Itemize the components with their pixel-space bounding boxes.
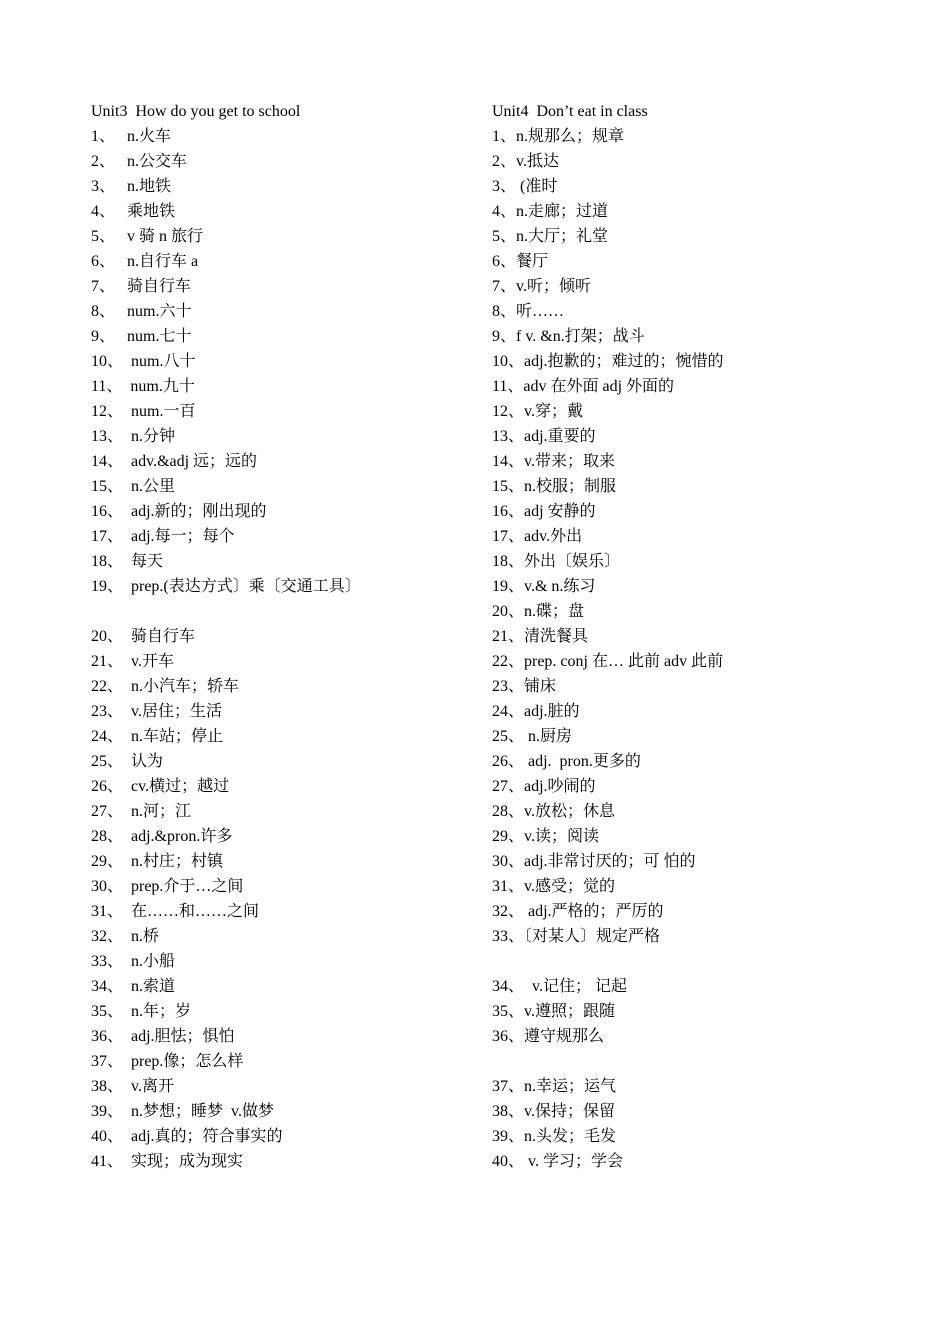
vocabulary-item: 3、 (准时 <box>492 178 558 195</box>
unit4-vocabulary-list <box>492 124 912 1174</box>
vocabulary-item: 4、 乘地铁 <box>91 203 176 220</box>
vocabulary-item: 4、n.走廊；过道 <box>492 203 609 220</box>
vocabulary-item: 1、n.规那么；规章 <box>492 128 625 145</box>
vocabulary-item: 15、n.校服；制服 <box>492 478 617 495</box>
vocabulary-item: 24、adj.脏的 <box>492 703 580 720</box>
vocabulary-item: 12、v.穿；戴 <box>492 403 583 420</box>
vocabulary-item: 30、adj.非常讨厌的；可 怕的 <box>492 853 696 870</box>
vocabulary-item: 20、 骑自行车 <box>91 628 196 645</box>
vocabulary-item: 12、 num.一百 <box>91 403 196 420</box>
vocabulary-item: 35、v.遵照；跟随 <box>492 1003 615 1020</box>
vocabulary-item: 30、 prep.介于…之间 <box>91 878 244 895</box>
vocabulary-item: 31、v.感受；觉的 <box>492 878 615 895</box>
vocabulary-item: 2、 n.公交车 <box>91 153 188 170</box>
vocabulary-item: 28、v.放松；休息 <box>492 803 615 820</box>
vocabulary-item: 26、 cv.横过；越过 <box>91 778 230 795</box>
vocabulary-item <box>492 949 912 974</box>
vocabulary-item: 13、 n.分钟 <box>91 428 176 445</box>
vocabulary-item: 8、 num.六十 <box>91 303 192 320</box>
vocabulary-item: 16、 adj.新的；刚出现的 <box>91 503 267 520</box>
unit3-vocabulary-list <box>91 124 511 1174</box>
vocabulary-item: 17、 adj.每一；每个 <box>91 528 235 545</box>
vocabulary-item: 6、餐厅 <box>492 253 549 270</box>
vocabulary-item: 36、遵守规那么 <box>492 1028 605 1045</box>
unit3-vocabulary-column <box>91 99 511 1174</box>
vocabulary-item: 10、 num.八十 <box>91 353 196 370</box>
vocabulary-item: 39、n.头发；毛发 <box>492 1128 617 1145</box>
vocabulary-item <box>492 1049 912 1074</box>
unit4-vocabulary-column <box>492 99 912 1174</box>
vocabulary-item: 19、 prep.(表达方式〕乘〔交通工具〕 <box>91 578 361 595</box>
vocabulary-item: 19、v.& n.练习 <box>492 578 596 595</box>
vocabulary-item: 11、 num.九十 <box>91 378 195 395</box>
vocabulary-item: 25、 认为 <box>91 753 164 770</box>
vocabulary-item: 20、n.碟；盘 <box>492 603 585 620</box>
vocabulary-item: 23、 v.居住；生活 <box>91 703 222 720</box>
vocabulary-item: 10、adj.抱歉的；难过的；惋惜的 <box>492 353 724 370</box>
vocabulary-item: 27、 n.河；江 <box>91 803 192 820</box>
vocabulary-item: 38、 v.离开 <box>91 1078 174 1095</box>
vocabulary-item: 5、n.大厅；礼堂 <box>492 228 609 245</box>
vocabulary-item: 41、 实现；成为现实 <box>91 1153 244 1170</box>
vocabulary-item: 21、 v.开车 <box>91 653 174 670</box>
vocabulary-item: 8、听…… <box>492 303 565 320</box>
vocabulary-item: 3、 n.地铁 <box>91 178 172 195</box>
vocabulary-item: 39、 n.梦想；睡梦 v.做梦 <box>91 1103 274 1120</box>
vocabulary-item: 1、 n.火车 <box>91 128 172 145</box>
vocabulary-item: 40、 v. 学习；学会 <box>492 1153 623 1170</box>
vocabulary-item: 37、n.幸运；运气 <box>492 1078 617 1095</box>
unit3-title: Unit3 How do you get to school <box>91 103 301 120</box>
vocabulary-item: 13、adj.重要的 <box>492 428 596 445</box>
vocabulary-item: 22、 n.小汽车；轿车 <box>91 678 240 695</box>
vocabulary-item: 18、 每天 <box>91 553 164 570</box>
vocabulary-item: 2、v.抵达 <box>492 153 559 170</box>
vocabulary-item: 17、adv.外出 <box>492 528 583 545</box>
vocabulary-item: 26、 adj. pron.更多的 <box>492 753 641 770</box>
vocabulary-item: 23、铺床 <box>492 678 557 695</box>
vocabulary-item: 29、 n.村庄；村镇 <box>91 853 224 870</box>
vocabulary-item: 28、 adj.&pron.许多 <box>91 828 233 845</box>
vocabulary-item: 7、v.听；倾听 <box>492 278 591 295</box>
vocabulary-item: 5、 v 骑 n 旅行 <box>91 228 204 245</box>
vocabulary-item: 40、 adj.真的；符合事实的 <box>91 1128 283 1145</box>
vocabulary-item: 9、f v. &n.打架；战斗 <box>492 328 645 345</box>
vocabulary-item: 38、v.保持；保留 <box>492 1103 615 1120</box>
vocabulary-item: 7、 骑自行车 <box>91 278 192 295</box>
vocabulary-item: 16、adj 安静的 <box>492 503 596 520</box>
vocabulary-item: 33、 n.小船 <box>91 953 176 970</box>
vocabulary-item: 22、prep. conj 在… 此前 adv 此前 <box>492 653 724 670</box>
vocabulary-item: 36、 adj.胆怯；惧怕 <box>91 1028 235 1045</box>
vocabulary-item: 33、〔对某人〕规定严格 <box>492 928 661 945</box>
vocabulary-item: 37、 prep.像；怎么样 <box>91 1053 244 1070</box>
vocabulary-item: 21、清洗餐具 <box>492 628 589 645</box>
vocabulary-item: 24、 n.车站；停止 <box>91 728 224 745</box>
vocabulary-item: 31、 在……和……之间 <box>91 903 260 920</box>
vocabulary-item: 14、v.带来；取来 <box>492 453 615 470</box>
vocabulary-item: 6、 n.自行车 a <box>91 253 199 270</box>
vocabulary-item: 25、 n.厨房 <box>492 728 573 745</box>
vocabulary-item: 15、 n.公里 <box>91 478 176 495</box>
vocabulary-item: 18、外出〔娱乐〕 <box>492 553 621 570</box>
vocabulary-item <box>91 599 511 624</box>
vocabulary-item: 27、adj.吵闹的 <box>492 778 596 795</box>
vocabulary-item: 32、 adj.严格的；严厉的 <box>492 903 664 920</box>
vocabulary-item: 11、adv 在外面 adj 外面的 <box>492 378 675 395</box>
vocabulary-item: 29、v.读；阅读 <box>492 828 599 845</box>
vocabulary-item: 34、 n.索道 <box>91 978 176 995</box>
vocabulary-item: 14、 adv.&adj 远；远的 <box>91 453 258 470</box>
vocabulary-item: 9、 num.七十 <box>91 328 192 345</box>
vocabulary-item: 34、 v.记住； 记起 <box>492 978 627 995</box>
vocabulary-item: 35、 n.年；岁 <box>91 1003 192 1020</box>
unit4-title: Unit4 Don’t eat in class <box>492 103 648 120</box>
vocabulary-item: 32、 n.桥 <box>91 928 160 945</box>
